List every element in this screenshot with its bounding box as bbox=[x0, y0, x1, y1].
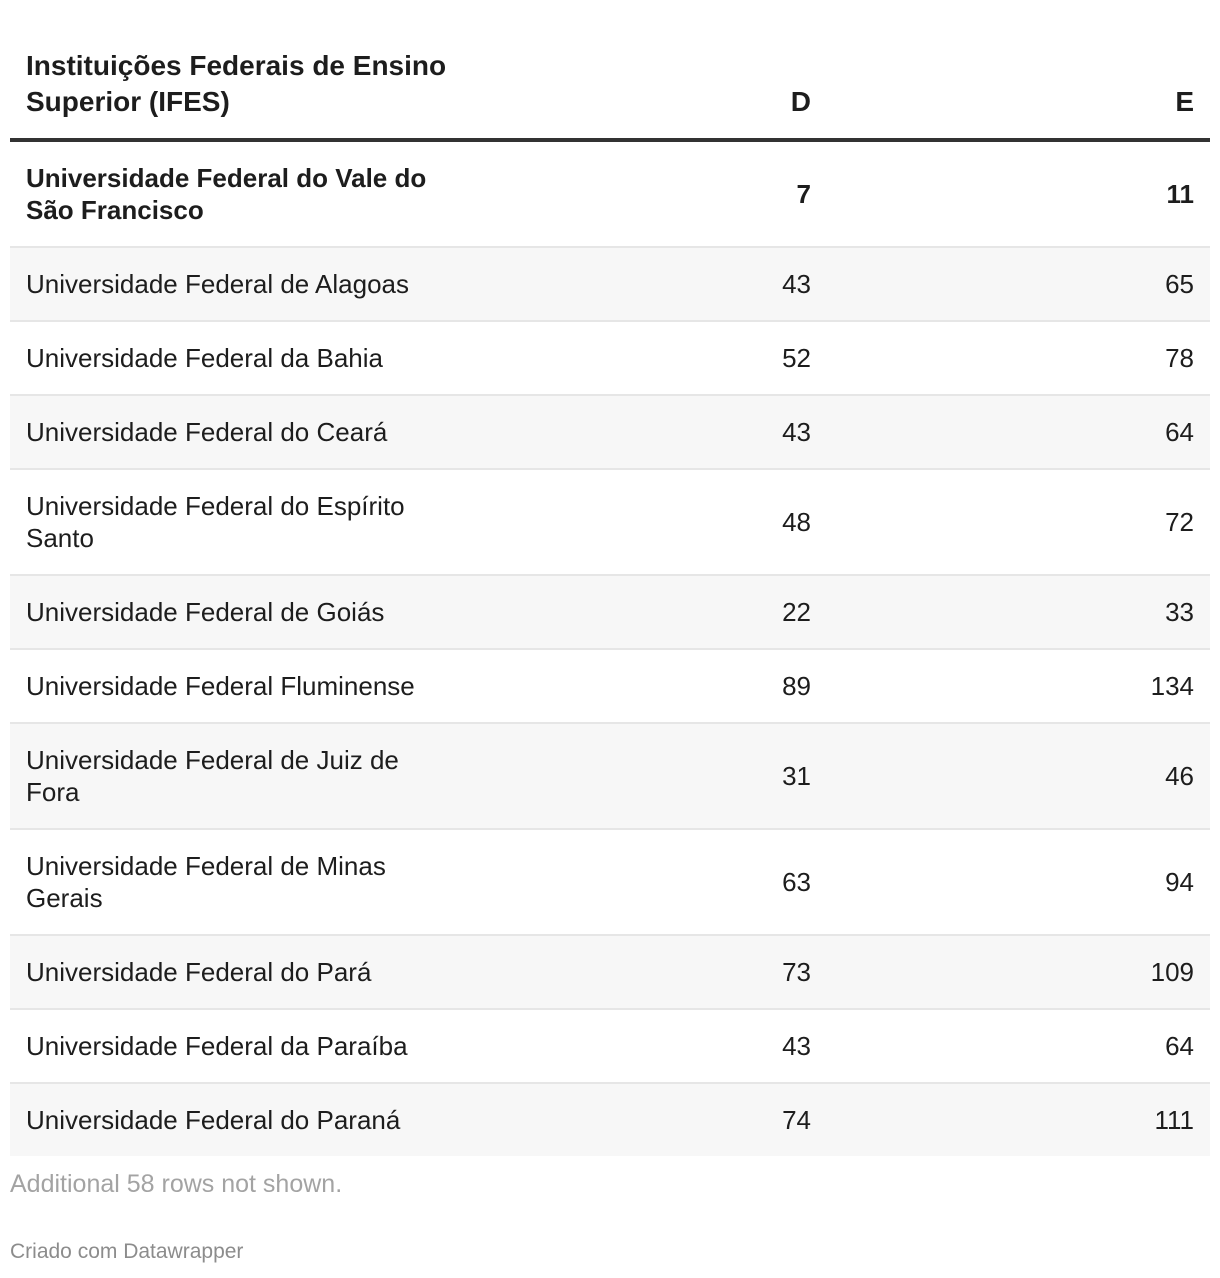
table-row bbox=[10, 935, 1210, 1009]
institution-cell: Universidade Federal do Pará bbox=[10, 935, 470, 1009]
institution-cell: Universidade Federal de Alagoas bbox=[10, 247, 470, 321]
table-row bbox=[10, 829, 1210, 935]
e-value-cell: 109 bbox=[827, 935, 1210, 1009]
e-value-cell: 33 bbox=[827, 575, 1210, 649]
e-value-cell: 11 bbox=[827, 140, 1210, 247]
e-value-cell: 64 bbox=[827, 1009, 1210, 1083]
institution-cell: Universidade Federal da Paraíba bbox=[10, 1009, 470, 1083]
d-value-cell: 89 bbox=[470, 649, 827, 723]
table-row bbox=[10, 395, 1210, 469]
table-row bbox=[10, 649, 1210, 723]
data-table bbox=[10, 40, 1210, 1156]
d-value-cell: 43 bbox=[470, 1009, 827, 1083]
d-value-cell: 22 bbox=[470, 575, 827, 649]
institution-cell: Universidade Federal do Paraná bbox=[10, 1083, 470, 1156]
column-header-d[interactable]: D bbox=[470, 40, 827, 140]
e-value-cell: 72 bbox=[827, 469, 1210, 575]
data-table-container bbox=[10, 40, 1210, 1156]
d-value-cell: 48 bbox=[470, 469, 827, 575]
table-row bbox=[10, 469, 1210, 575]
table-body bbox=[10, 140, 1210, 1156]
institution-cell: Universidade Federal de Goiás bbox=[10, 575, 470, 649]
e-value-cell: 134 bbox=[827, 649, 1210, 723]
credit-footer[interactable]: Criado com Datawrapper bbox=[10, 1240, 244, 1263]
d-value-cell: 7 bbox=[470, 140, 827, 247]
table-row bbox=[10, 1083, 1210, 1156]
d-value-cell: 73 bbox=[470, 935, 827, 1009]
table-row bbox=[10, 723, 1210, 829]
d-value-cell: 52 bbox=[470, 321, 827, 395]
institution-cell: Universidade Federal de Minas Gerais bbox=[10, 829, 470, 935]
table-row bbox=[10, 321, 1210, 395]
institution-cell: Universidade Federal do Espírito Santo bbox=[10, 469, 470, 575]
d-value-cell: 63 bbox=[470, 829, 827, 935]
column-header-institution[interactable]: Instituições Federais de Ensino Superior (IFES) bbox=[10, 40, 470, 140]
d-value-cell: 43 bbox=[470, 247, 827, 321]
institution-cell: Universidade Federal da Bahia bbox=[10, 321, 470, 395]
e-value-cell: 64 bbox=[827, 395, 1210, 469]
table-row bbox=[10, 140, 1210, 247]
institution-cell: Universidade Federal de Juiz de Fora bbox=[10, 723, 470, 829]
header-row bbox=[10, 40, 1210, 140]
table-row bbox=[10, 247, 1210, 321]
table-notes: Additional 58 rows not shown. bbox=[10, 1170, 343, 1198]
e-value-cell: 46 bbox=[827, 723, 1210, 829]
institution-cell: Universidade Federal do Vale do São Francisco bbox=[10, 140, 470, 247]
table-header bbox=[10, 40, 1210, 140]
institution-cell: Universidade Federal do Ceará bbox=[10, 395, 470, 469]
e-value-cell: 65 bbox=[827, 247, 1210, 321]
d-value-cell: 43 bbox=[470, 395, 827, 469]
d-value-cell: 31 bbox=[470, 723, 827, 829]
table-row bbox=[10, 1009, 1210, 1083]
table-row bbox=[10, 575, 1210, 649]
e-value-cell: 78 bbox=[827, 321, 1210, 395]
e-value-cell: 94 bbox=[827, 829, 1210, 935]
institution-cell: Universidade Federal Fluminense bbox=[10, 649, 470, 723]
column-header-e[interactable]: E bbox=[827, 40, 1210, 140]
d-value-cell: 74 bbox=[470, 1083, 827, 1156]
e-value-cell: 111 bbox=[827, 1083, 1210, 1156]
